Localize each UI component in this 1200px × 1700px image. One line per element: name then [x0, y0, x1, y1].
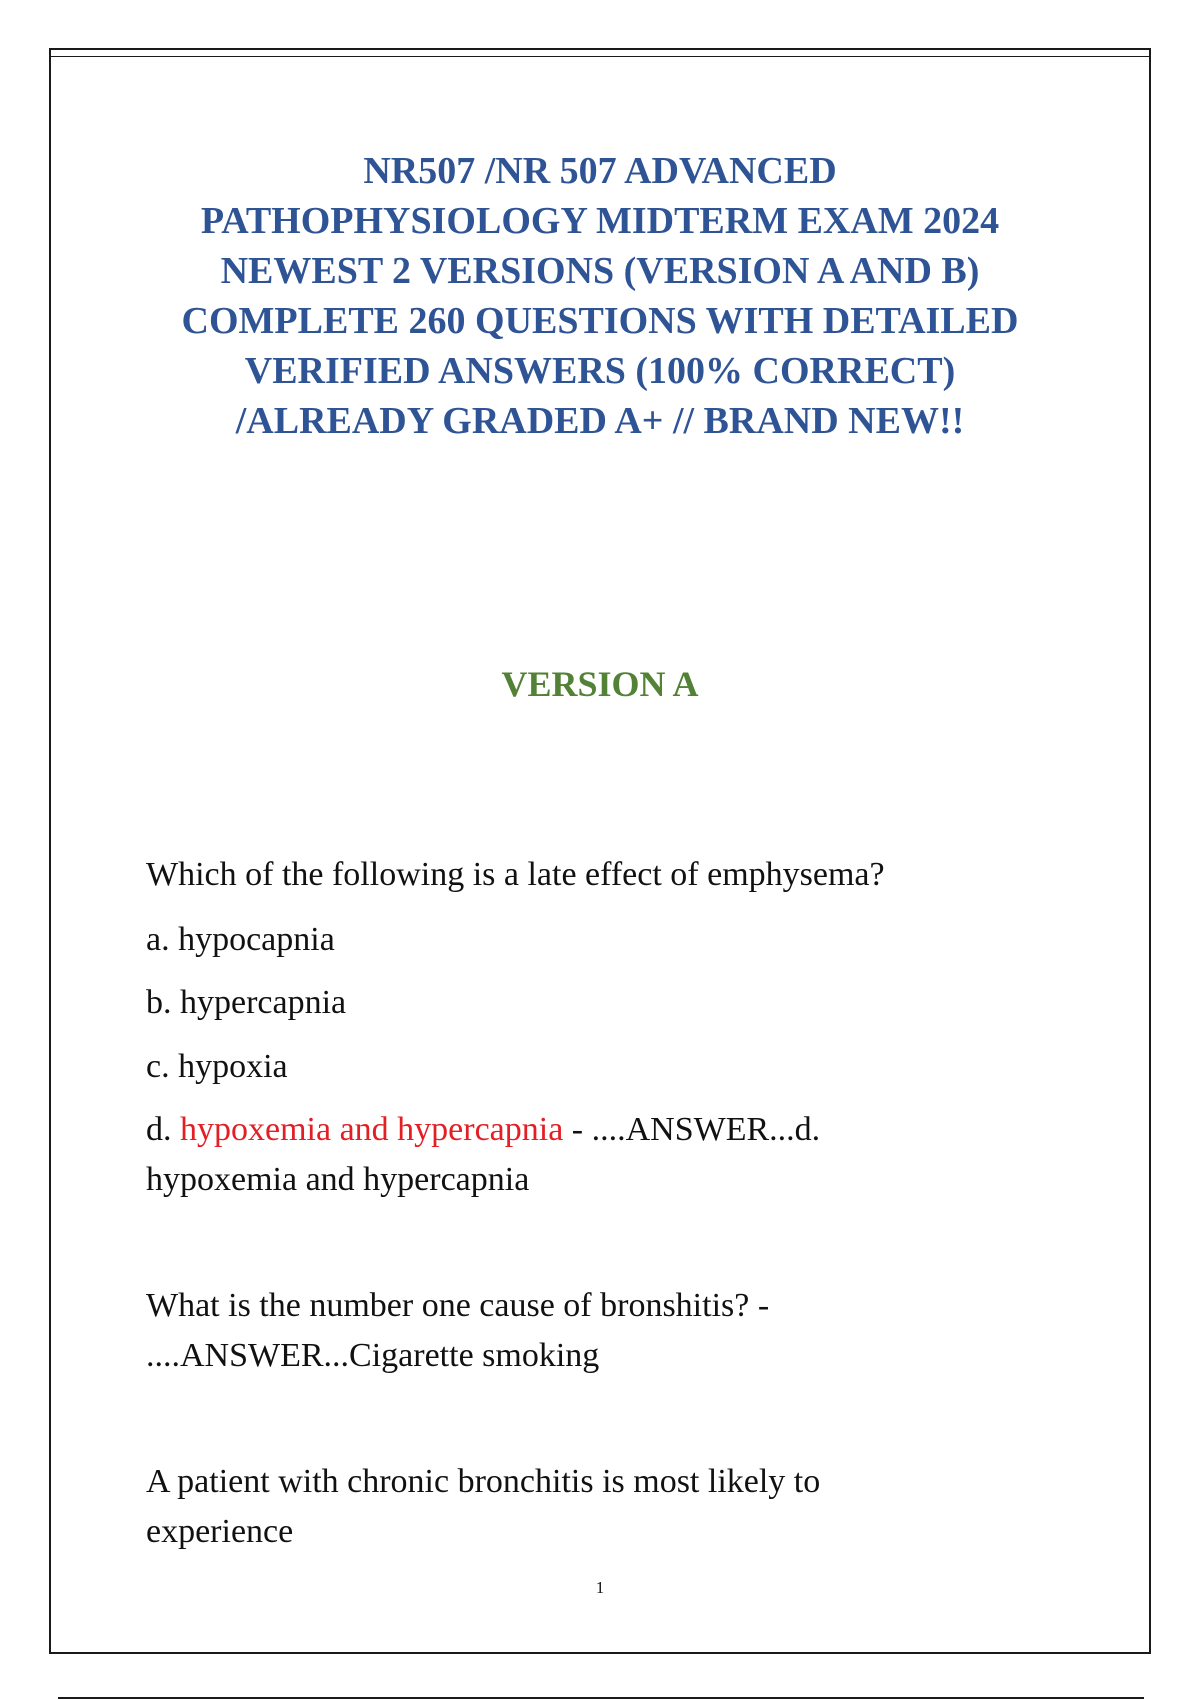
question-text: Which of the following is a late effect of emphysema? — [146, 856, 885, 893]
answer-option-c: c. hypoxia — [146, 1048, 288, 1085]
title-line: PATHOPHYSIOLOGY MIDTERM EXAM 2024 — [200, 200, 1000, 242]
answer-text: ....ANSWER...Cigarette smoking — [146, 1337, 600, 1374]
question-text: What is the number one cause of bronshitis? - — [146, 1287, 770, 1324]
title-line: NEWEST 2 VERSIONS (VERSION A AND B) — [220, 250, 980, 292]
page-number: 1 — [595, 1578, 605, 1597]
answer-option-a: a. hypocapnia — [146, 921, 335, 958]
version-heading: VERSION A — [501, 664, 699, 704]
option-d-prefix: d. — [146, 1111, 180, 1148]
question-text-continued: experience — [146, 1513, 294, 1550]
title-line: COMPLETE 260 QUESTIONS WITH DETAILED — [181, 300, 1019, 342]
question-block-1 — [146, 850, 1046, 1205]
title-line: VERIFIED ANSWERS (100% CORRECT) — [244, 350, 956, 392]
answer-marker: - ....ANSWER...d. — [563, 1111, 821, 1148]
correct-answer-highlight: hypoxemia and hypercapnia — [180, 1111, 564, 1148]
document-title — [140, 146, 1060, 446]
answer-option-d — [146, 1105, 1046, 1155]
answer-continuation: hypoxemia and hypercapnia — [146, 1161, 530, 1198]
question-text: A patient with chronic bronchitis is most likely to — [146, 1463, 821, 1500]
next-page-top-rule — [58, 1697, 1144, 1699]
question-block-3 — [146, 1457, 1046, 1557]
question-block-2 — [146, 1281, 1046, 1381]
answer-option-b: b. hypercapnia — [146, 984, 347, 1021]
title-line: NR507 /NR 507 ADVANCED — [363, 150, 837, 192]
page-border-inner-rule — [51, 56, 1149, 57]
title-line: /ALREADY GRADED A+ // BRAND NEW!! — [235, 400, 965, 442]
